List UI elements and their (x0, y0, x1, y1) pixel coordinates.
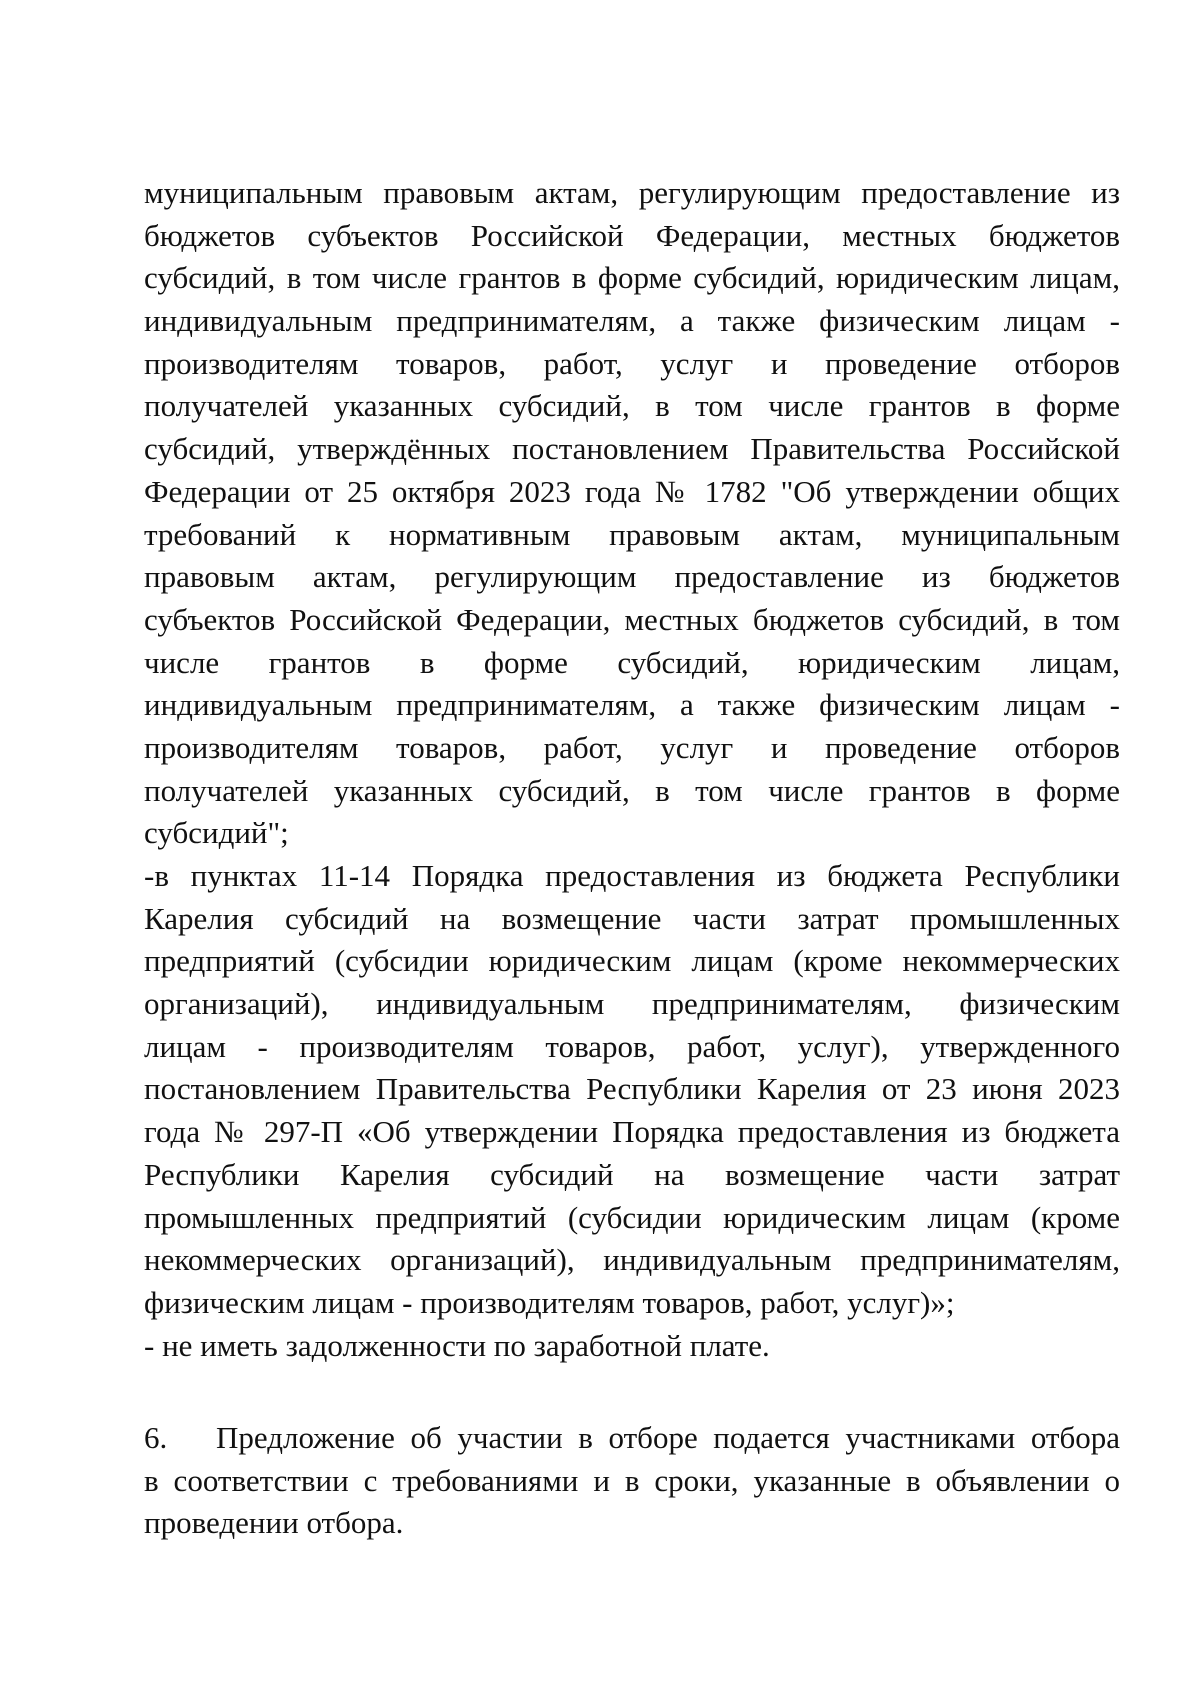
text-line: организаций), индивидуальным предпринимателям, физическим (144, 986, 1120, 1022)
text-line: индивидуальным предпринимателям, а также физическим лицам - (144, 303, 1120, 339)
text-line: -в пунктах 11-14 Порядка предоставления из бюджета Республики (144, 858, 1120, 893)
text-line: промышленных предприятий (субсидии юридическим лицам (кроме (144, 1199, 1120, 1235)
text-line: субсидий, в том числе грантов в форме субсидий, юридическим лицам, (144, 260, 1120, 296)
text-line: физическим лицам - производителям товаров, работ, услуг)»; (144, 1284, 955, 1320)
text-line: Республики Карелия субсидий на возмещение части затрат (144, 1156, 1120, 1192)
section-6-first-line (144, 1417, 1120, 1460)
text-line: требований к нормативным правовым актам, муниципальным (144, 516, 1120, 552)
text-line: муниципальным правовым актам, регулирующим предоставление из (144, 175, 1120, 210)
text-line: получателей указанных субсидий, в том числе грантов в форме (144, 388, 1120, 424)
text-line: правовым актам, регулирующим предоставление из бюджетов (144, 559, 1120, 595)
text-line: Карелия субсидий на возмещение части затрат промышленных (144, 900, 1120, 936)
text-line: субъектов Российской Федерации, местных бюджетов субсидий, в том (144, 601, 1120, 637)
text-line: проведении отбора. (144, 1505, 404, 1541)
body-text (144, 172, 1120, 1367)
text-line: лицам - производителям товаров, работ, услуг), утвержденного (144, 1028, 1120, 1064)
section-number: 6. (144, 1420, 168, 1455)
text-line: постановлением Правительства Республики Карелия от 23 июня 2023 (144, 1071, 1120, 1107)
text-line: предприятий (субсидии юридическим лицам (кроме некоммерческих (144, 943, 1120, 979)
text-line: получателей указанных субсидий, в том числе грантов в форме (144, 772, 1120, 808)
text-line: индивидуальным предпринимателям, а также физическим лицам - (144, 687, 1120, 723)
text-line: некоммерческих организаций), индивидуальным предпринимателям, (144, 1242, 1120, 1278)
text-line: - не иметь задолженности по заработной плате. (144, 1327, 770, 1363)
text-line: производителям товаров, работ, услуг и проведение отборов (144, 729, 1120, 765)
text-line: субсидий"; (144, 815, 289, 851)
text-line: в соответствии с требованиями и в сроки, указанные в объявлении о (144, 1462, 1120, 1498)
section-6-paragraph (144, 1417, 1120, 1545)
text-line: года № 297-П «Об утверждении Порядка предоставления из бюджета (144, 1114, 1120, 1150)
text-line: Федерации от 25 октября 2023 года № 1782 "Об утверждении общих (144, 473, 1120, 509)
text-line: бюджетов субъектов Российской Федерации, местных бюджетов (144, 217, 1120, 253)
text-line: Предложение об участии в отборе подается участниками отбора (216, 1420, 1120, 1455)
text-line: числе грантов в форме субсидий, юридическим лицам, (144, 644, 1120, 680)
text-line: производителям товаров, работ, услуг и проведение отборов (144, 345, 1120, 381)
text-line: субсидий, утверждённых постановлением Правительства Российской (144, 431, 1120, 467)
